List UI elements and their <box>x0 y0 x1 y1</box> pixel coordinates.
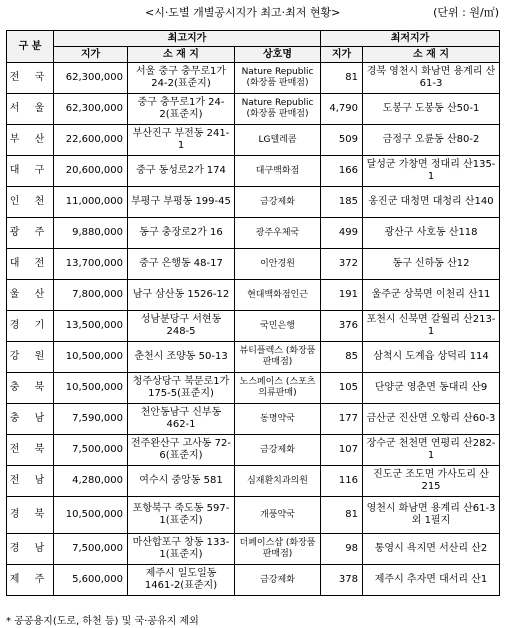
low-location-cell: 옹진군 대청면 대청리 산140 <box>363 187 500 218</box>
low-price-cell: 499 <box>321 218 363 249</box>
header-region: 구 분 <box>7 31 54 63</box>
unit-label: (단위 : 원/㎡) <box>433 6 499 19</box>
high-location-cell: 부평구 부평동 199-45 <box>128 187 235 218</box>
high-price-cell: 9,880,000 <box>54 218 128 249</box>
table-row <box>7 497 500 534</box>
low-location-cell: 제주시 추자면 대서리 산1 <box>363 565 500 596</box>
low-price-cell: 85 <box>321 342 363 373</box>
high-name-cell: 금강제화 <box>235 565 321 596</box>
table-row <box>7 373 500 404</box>
region-cell: 인 천 <box>7 187 54 218</box>
region-cell: 강 원 <box>7 342 54 373</box>
high-location-cell: 부산진구 부전동 241-1 <box>128 125 235 156</box>
low-location-cell: 동구 신하동 산12 <box>363 249 500 280</box>
table-row <box>7 187 500 218</box>
region-cell: 전 국 <box>7 63 54 94</box>
low-price-cell: 107 <box>321 435 363 466</box>
table-row <box>7 156 500 187</box>
high-name-cell: Nature Republic (화장품 판매점) <box>235 94 321 125</box>
region-cell: 충 남 <box>7 404 54 435</box>
table-row <box>7 249 500 280</box>
table-row <box>7 218 500 249</box>
region-cell: 전 남 <box>7 466 54 497</box>
table-row <box>7 534 500 565</box>
table-row <box>7 311 500 342</box>
low-location-cell: 울주군 상북면 이천리 산11 <box>363 280 500 311</box>
high-location-cell: 중구 은행동 48-17 <box>128 249 235 280</box>
high-location-cell: 천안동남구 신부동 462-1 <box>128 404 235 435</box>
low-location-cell: 삼척시 도계읍 상덕리 114 <box>363 342 500 373</box>
high-location-cell: 전주완산구 고사동 72-6(표준지) <box>128 435 235 466</box>
low-price-cell: 166 <box>321 156 363 187</box>
region-cell: 경 기 <box>7 311 54 342</box>
header-high-location: 소 재 지 <box>128 47 235 63</box>
low-location-cell: 경북 영천시 화남면 용계리 산61-3 <box>363 63 500 94</box>
high-name-cell: 금강제화 <box>235 435 321 466</box>
high-name-cell: 심재환치과의원 <box>235 466 321 497</box>
high-price-cell: 5,600,000 <box>54 565 128 596</box>
high-name-cell: 현대백화점인근 <box>235 280 321 311</box>
title-row <box>0 4 505 20</box>
low-price-cell: 98 <box>321 534 363 565</box>
low-location-cell: 금정구 오륜동 산80-2 <box>363 125 500 156</box>
high-name-cell: 뷰티플렉스 (화장품판매점) <box>235 342 321 373</box>
low-price-cell: 378 <box>321 565 363 596</box>
region-cell: 광 주 <box>7 218 54 249</box>
low-location-cell: 통영시 욕지면 서산리 산2 <box>363 534 500 565</box>
low-location-cell: 도봉구 도봉동 산50-1 <box>363 94 500 125</box>
table-row <box>7 342 500 373</box>
high-name-cell: 국민은행 <box>235 311 321 342</box>
low-location-cell: 달성군 가창면 정대리 산135-1 <box>363 156 500 187</box>
high-name-cell: Nature Republic (화장품 판매점) <box>235 63 321 94</box>
region-cell: 경 북 <box>7 497 54 534</box>
high-name-cell: 대구백화점 <box>235 156 321 187</box>
high-location-cell: 제주시 일도일동 1461-2(표준지) <box>128 565 235 596</box>
table-row <box>7 466 500 497</box>
high-location-cell: 청주상당구 북문로1가 175-5(표준지) <box>128 373 235 404</box>
header-highest: 최고지가 <box>54 31 321 47</box>
high-price-cell: 10,500,000 <box>54 497 128 534</box>
region-cell: 충 북 <box>7 373 54 404</box>
high-price-cell: 62,300,000 <box>54 63 128 94</box>
low-price-cell: 376 <box>321 311 363 342</box>
region-cell: 경 남 <box>7 534 54 565</box>
high-price-cell: 10,500,000 <box>54 373 128 404</box>
low-location-cell: 진도군 조도면 가사도리 산215 <box>363 466 500 497</box>
region-cell: 대 전 <box>7 249 54 280</box>
high-name-cell: LG텔레콤 <box>235 125 321 156</box>
high-price-cell: 11,000,000 <box>54 187 128 218</box>
low-price-cell: 509 <box>321 125 363 156</box>
region-cell: 울 산 <box>7 280 54 311</box>
table-row <box>7 63 500 94</box>
low-price-cell: 372 <box>321 249 363 280</box>
region-cell: 전 북 <box>7 435 54 466</box>
high-name-cell: 이안경원 <box>235 249 321 280</box>
high-name-cell: 개풍약국 <box>235 497 321 534</box>
high-price-cell: 20,600,000 <box>54 156 128 187</box>
low-location-cell: 장수군 천천면 연평리 산282-1 <box>363 435 500 466</box>
high-location-cell: 서울 중구 충무로1가 24-2(표준지) <box>128 63 235 94</box>
table-row <box>7 94 500 125</box>
low-location-cell: 금산군 진산면 오항리 산60-3 <box>363 404 500 435</box>
high-location-cell: 성남분당구 서현동 248-5 <box>128 311 235 342</box>
header-lowest: 최저지가 <box>321 31 500 47</box>
low-price-cell: 185 <box>321 187 363 218</box>
high-price-cell: 62,300,000 <box>54 94 128 125</box>
table-body <box>7 63 500 596</box>
low-price-cell: 191 <box>321 280 363 311</box>
high-name-cell: 동명약국 <box>235 404 321 435</box>
high-location-cell: 중구 충무로1가 24-2(표준지) <box>128 94 235 125</box>
table-title: <시·도별 개별공시지가 최고·최저 현황> <box>145 6 341 19</box>
high-price-cell: 10,500,000 <box>54 342 128 373</box>
low-price-cell: 4,790 <box>321 94 363 125</box>
table-row <box>7 435 500 466</box>
table-row <box>7 565 500 596</box>
low-price-cell: 116 <box>321 466 363 497</box>
high-location-cell: 동구 충장로2가 16 <box>128 218 235 249</box>
region-cell: 대 구 <box>7 156 54 187</box>
high-name-cell: 광주우체국 <box>235 218 321 249</box>
high-price-cell: 7,800,000 <box>54 280 128 311</box>
low-location-cell: 영천시 화남면 용계리 산61-3외 1필지 <box>363 497 500 534</box>
land-price-table <box>6 30 500 596</box>
region-cell: 서 울 <box>7 94 54 125</box>
table-row <box>7 404 500 435</box>
high-name-cell: 금강제화 <box>235 187 321 218</box>
high-name-cell: 노스페이스 (스포츠의류판매) <box>235 373 321 404</box>
region-cell: 제 주 <box>7 565 54 596</box>
region-cell: 부 산 <box>7 125 54 156</box>
low-location-cell: 포천시 신북면 갈월리 산213-1 <box>363 311 500 342</box>
table-row <box>7 280 500 311</box>
high-price-cell: 7,500,000 <box>54 435 128 466</box>
high-price-cell: 7,500,000 <box>54 534 128 565</box>
high-price-cell: 22,600,000 <box>54 125 128 156</box>
high-price-cell: 13,700,000 <box>54 249 128 280</box>
high-location-cell: 포항북구 죽도동 597-1(표준지) <box>128 497 235 534</box>
table-row <box>7 125 500 156</box>
high-location-cell: 중구 동성로2가 174 <box>128 156 235 187</box>
high-name-cell: 더페이스샵 (화장품판매점) <box>235 534 321 565</box>
header-high-price: 지가 <box>54 47 128 63</box>
high-price-cell: 13,500,000 <box>54 311 128 342</box>
low-location-cell: 광산구 사호동 산118 <box>363 218 500 249</box>
low-price-cell: 81 <box>321 497 363 534</box>
low-price-cell: 177 <box>321 404 363 435</box>
header-low-price: 지가 <box>321 47 363 63</box>
high-location-cell: 남구 삼산동 1526-12 <box>128 280 235 311</box>
high-location-cell: 마산합포구 창동 133-1(표준지) <box>128 534 235 565</box>
header-low-location: 소 재 지 <box>363 47 500 63</box>
high-location-cell: 여수시 중앙동 581 <box>128 466 235 497</box>
high-location-cell: 춘천시 조양동 50-13 <box>128 342 235 373</box>
footnote: * 공공용지(도로, 하천 등) 및 국·공유지 제외 <box>6 616 199 627</box>
high-price-cell: 7,590,000 <box>54 404 128 435</box>
low-location-cell: 단양군 영춘면 동대리 산9 <box>363 373 500 404</box>
low-price-cell: 105 <box>321 373 363 404</box>
high-price-cell: 4,280,000 <box>54 466 128 497</box>
header-high-name: 상호명 <box>235 47 321 63</box>
low-price-cell: 81 <box>321 63 363 94</box>
